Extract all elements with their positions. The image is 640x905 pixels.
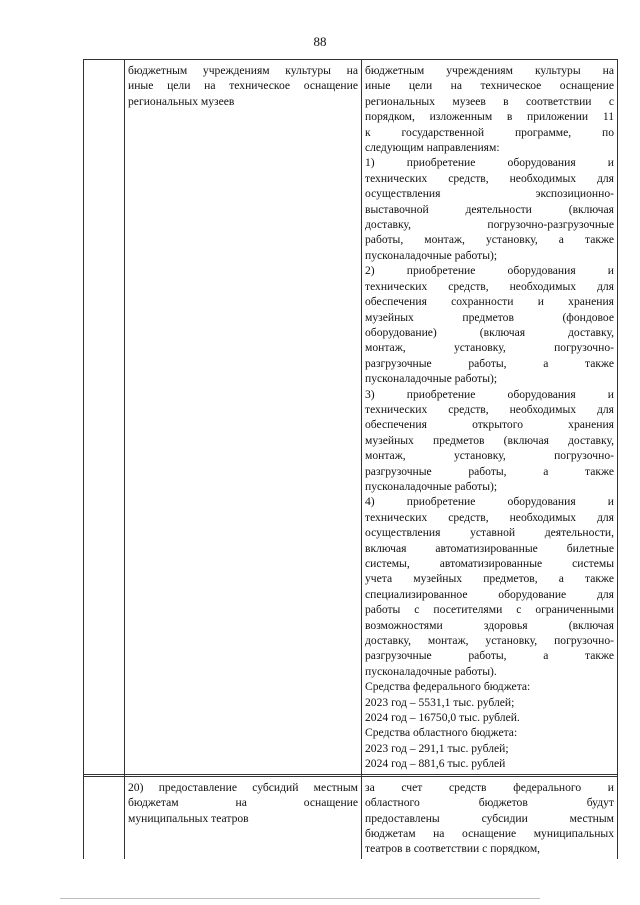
text-line: бюджетным учреждениям культуры на — [365, 64, 614, 77]
text-line: 1) приобретение оборудования и — [365, 156, 614, 170]
text-line: осуществления уставной деятельности, — [365, 526, 614, 540]
text-line: технических средств, необходимых для — [365, 510, 614, 524]
text-line: иные цели на техническое оснащение — [128, 79, 358, 93]
text-line: театров в соответствии с порядком, — [365, 842, 541, 856]
text-line: обеспечения открытого хранения — [365, 418, 614, 432]
page-bottom-rule — [60, 898, 540, 899]
text-line: доставку, монтаж, установку, погрузочно- — [365, 634, 614, 648]
row-number-cell — [84, 776, 125, 859]
text-line: следующим направлениям: — [365, 141, 500, 155]
measure-name-cell — [125, 776, 362, 859]
text-line: 3) приобретение оборудования и — [365, 387, 614, 401]
text-line: муниципальных театров — [128, 811, 249, 825]
text-line: системы, автоматизированные системы — [365, 557, 614, 570]
text-line: 20) предоставление субсидий местным — [128, 780, 358, 794]
text-line: пусконаладочные работы); — [365, 248, 498, 262]
text-line: региональных музеев в соответствии с — [365, 94, 614, 108]
text-line: разгрузочные работы, а также — [365, 464, 614, 478]
text-line: к государственной программе, по — [365, 125, 614, 139]
table-row — [84, 776, 618, 859]
text-line: пусконаладочные работы). — [365, 664, 497, 678]
text-line: разгрузочные работы, а также — [365, 649, 614, 663]
text-line: пусконаладочные работы); — [365, 479, 498, 493]
text-line: технических средств, необходимых для — [365, 279, 614, 293]
measure-name-cell — [125, 60, 362, 775]
text-line: порядком, изложенным в приложении 11 — [365, 110, 614, 124]
text-line: оборудование) (включая доставку, — [365, 325, 614, 339]
text-line: технических средств, необходимых для — [365, 171, 614, 185]
measure-description-cell — [362, 776, 618, 859]
text-line: 2023 год – 5531,1 тыс. рублей; — [365, 695, 515, 709]
text-line: 2) приобретение оборудования и — [365, 264, 614, 278]
text-line: специализированное оборудование для — [365, 587, 614, 601]
text-line: включая автоматизированные билетные — [365, 541, 614, 555]
text-line: осуществления экспозиционно- — [365, 187, 614, 201]
text-line: бюджетам на оснащение — [128, 796, 358, 810]
text-line: работы с посетителями с ограниченными — [365, 603, 614, 617]
text-line: за счет средств федерального и — [365, 780, 614, 794]
table-row — [84, 60, 618, 775]
text-line: областного бюджетов будут — [365, 796, 614, 810]
text-line: учета музейных предметов, а также — [365, 572, 614, 586]
text-line: Средства федерального бюджета: — [365, 680, 531, 694]
text-line: 4) приобретение оборудования и — [365, 495, 614, 509]
text-line: предоставлены субсидии местным — [365, 811, 614, 825]
text-line: бюджетным учреждениям культуры на — [128, 64, 358, 77]
text-line: бюджетам на оснащение муниципальных — [365, 826, 614, 840]
text-line: разгрузочные работы, а также — [365, 356, 614, 370]
text-line: работы, монтаж, установку, а также — [365, 233, 614, 247]
text-line: монтаж, установку, погрузочно- — [365, 341, 614, 355]
program-measures-table — [83, 59, 618, 859]
text-line: Средства областного бюджета: — [365, 726, 518, 740]
text-line: пусконаладочные работы); — [365, 372, 498, 386]
text-line: 2023 год – 291,1 тыс. рублей; — [365, 741, 509, 755]
text-line: возможностями здоровья (включая — [365, 618, 614, 632]
page-number: 88 — [313, 34, 327, 49]
text-line: 2024 год – 881,6 тыс. рублей — [365, 757, 506, 771]
text-line: музейных предметов (включая доставку, — [365, 433, 614, 447]
text-line: выставочной деятельности (включая — [365, 202, 614, 216]
text-line: иные цели на техническое оснащение — [365, 79, 614, 93]
text-line: региональных музеев — [128, 94, 235, 108]
text-line: музейных предметов (фондовое — [365, 310, 614, 324]
row-number-cell — [84, 60, 125, 775]
text-line: доставку, погрузочно-разгрузочные — [365, 218, 614, 232]
text-line: обеспечения сохранности и хранения — [365, 295, 614, 309]
measure-description-cell — [362, 60, 618, 775]
text-line: технических средств, необходимых для — [365, 402, 614, 416]
text-line: монтаж, установку, погрузочно- — [365, 449, 614, 463]
text-line: 2024 год – 16750,0 тыс. рублей. — [365, 711, 520, 725]
